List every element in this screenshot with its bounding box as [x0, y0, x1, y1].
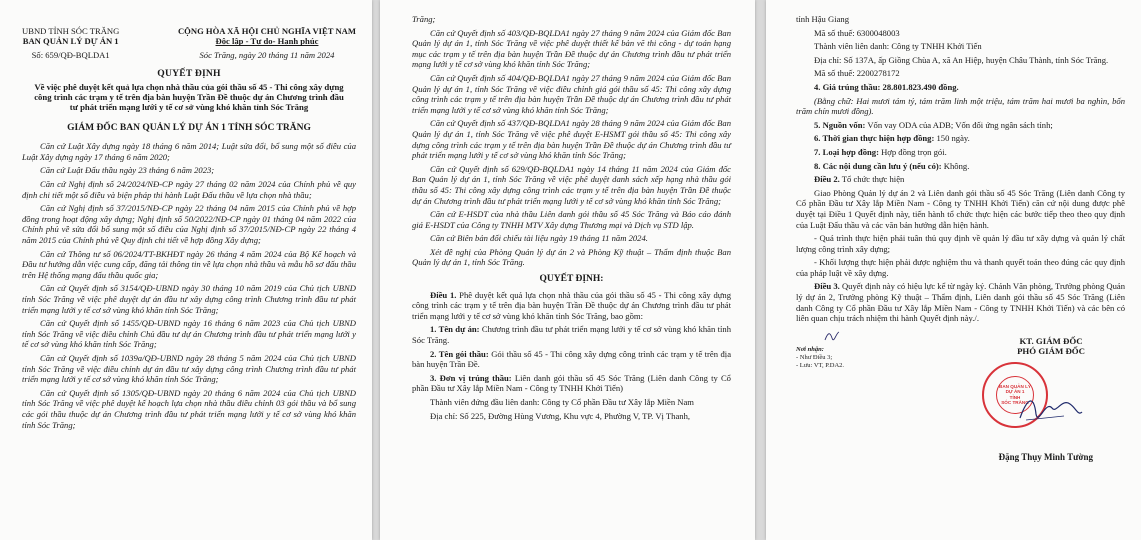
tax-code-1: Mã số thuế: 6300048003	[814, 27, 900, 38]
item-6-text: 150 ngày.	[936, 133, 970, 144]
item-5-text: Vốn vay ODA của ADB; Vốn đối ứng ngân sách tỉnh;	[867, 119, 1053, 130]
document-page-1	[0, 0, 372, 540]
legal-basis-item: Căn cứ Nghị định số 37/2015/NĐ-CP ngày 22 tháng 04 năm 2015 của Chính phủ về hợp đồng trong hoạt động xây dựng; Nghị định số 50/2022/NĐ-CP ngày 01 tháng 04 năm 2022 của Chính phủ về sửa đổi bổ sung một số điều của Nghị định số 37/2015/NĐ-CP ngày 22 tháng 4 năm 2015 của Chính phủ về Quy định chi tiết về hợp đồng Xây dựng;	[22, 203, 356, 246]
article-2-paragraph: - Quá trình thực hiện phải tuân thủ quy định về quản lý đầu tư xây dựng và quản lý chất lượng công trình xây dựng;	[796, 233, 1125, 254]
article-2-label: Điều 2.	[814, 174, 840, 185]
decision-heading: QUYẾT ĐỊNH:	[539, 274, 604, 285]
winning-price: 28.801.823.490 đồng.	[882, 81, 959, 92]
item-7-text: Hợp đồng trọn gói.	[881, 146, 947, 157]
signature-block	[796, 332, 1125, 492]
recipient-item: - Như Điều 3;	[796, 353, 833, 361]
issuer-block	[22, 26, 119, 60]
document-page-3	[766, 0, 1141, 540]
document-page-2	[380, 0, 755, 540]
article-3-label: Điều 3.	[814, 281, 840, 292]
legal-basis-item: Căn cứ E-HSDT của nhà thầu Liên danh gói thầu số 45 Sóc Trăng và Báo cáo đánh giá E-HSDT của Công ty TNHH MTV Xây dựng Thương mại và Dịch vụ STD lập.	[412, 209, 731, 230]
legal-basis-item: Căn cứ Luật Đấu thầu ngày 23 tháng 6 năm 2023;	[40, 165, 215, 176]
recipient-item: - Lưu: VT, P.DA2.	[796, 361, 845, 369]
seal-text: TỈNH	[1009, 394, 1021, 400]
joint-member: Thành viên liên danh: Công ty TNHH Khởi Tiến	[814, 41, 982, 52]
place-date: Sóc Trăng, ngày 20 tháng 11 năm 2024	[199, 49, 335, 60]
item-8-label: 8. Các nội dung cần lưu ý (nếu có):	[814, 160, 942, 171]
article-3-text: Quyết định này có hiệu lực kể từ ngày ký. Chánh Văn phòng, Trưởng phòng Quản lý dự án 2, Trưởng phòng Kỹ thuật – Thẩm định, Liên danh gói thầu số 45 Sóc Trăng (Liên danh Công ty Cổ phần Đầu tư Xây lắp Miền Nam - Công ty TNHH Khởi Tiến) và các bên có liên quan chịu trách nhiệm thi hành Quyết định này./.	[796, 281, 1126, 324]
item-1-text: Chương trình đầu tư phát triển mạng lưới y tế cơ sở vùng khó khăn tỉnh Sóc Trăng.	[412, 324, 731, 346]
legal-basis-item: Căn cứ Biên bản đối chiếu tài liệu ngày 19 tháng 11 năm 2024.	[430, 233, 648, 244]
item-3	[412, 373, 731, 394]
item-2-text: Gói thầu số 45 - Thi công xây dựng công trình các trạm y tế trên địa bàn huyện Trần Đề.	[412, 348, 732, 370]
handwritten-signature-icon	[1016, 390, 1086, 430]
item-6-label: 6. Thời gian thực hiện hợp đồng:	[814, 133, 935, 144]
signer-name: Đặng Thụy Minh Tường	[998, 451, 1093, 462]
legal-basis-item: Xét đề nghị của Phòng Quản lý dự án 2 và Phòng Kỹ thuật – Thẩm định thuộc Ban Quản lý dự án 1, tỉnh Sóc Trăng.	[412, 246, 731, 268]
article-2-text: Tổ chức thực hiện	[841, 174, 905, 185]
issuer-org-line2: BAN QUẢN LÝ DỰ ÁN 1	[22, 36, 119, 47]
legal-basis-item: Căn cứ Quyết định số 629/QĐ-BQLDA1 ngày 14 tháng 11 năm 2024 của Giám đốc Ban Quản lý dự án 1, tỉnh Sóc Trăng về việc phê duyệt danh sách xếp hạng nhà thầu gói thầu số 45: Thi công xây dựng công trình các trạm y tế trên địa bàn huyện Trần Đề thuộc dự án Chương trình đầu tư phát triển mạng lưới y tế cơ sở vùng khó khăn tỉnh Sóc Trăng;	[412, 163, 731, 206]
seal-text: BAN QUẢN LÝ	[999, 384, 1031, 390]
item-7-label: 7. Loại hợp đồng:	[814, 146, 879, 157]
legal-basis-item: Căn cứ Quyết định số 403/QĐ-BQLDA1 ngày 27 tháng 9 năm 2024 của Giám đốc Ban Quản lý dự án 1, tỉnh Sóc Trăng về việc phê duyệt thiết kế bản vẽ thi công - dự toán hạng mục các trạm y tế trên địa bàn huyện Trần Đề thuộc dự án Chương trình đầu tư phát triển mạng lưới y tế cơ sở vùng khó khăn tỉnh Sóc Trăng;	[412, 27, 731, 70]
article-2-paragraph: - Khối lượng thực hiện phải được nghiệm thu và thanh quyết toán theo đúng các quy định của pháp luật về xây dựng.	[796, 257, 1125, 278]
signer-title-line2: PHÓ GIÁM ĐỐC	[1017, 346, 1085, 357]
document-subtitle: Về việc phê duyệt kết quả lựa chọn nhà thầu của gói thầu số 45 - Thi công xây dựng công trình các trạm y tế trên địa bàn huyện Trần Đề thuộc dự án Chương trình đầu tư phát triển mạng lưới y tế cơ sở vùng khó khăn tỉnh Sóc Trăng	[34, 81, 344, 113]
recipients-title: Nơi nhận:	[796, 345, 824, 353]
legal-basis-item: Căn cứ Quyết định số 3154/QĐ-UBND ngày 30 tháng 10 năm 2019 của Chủ tịch UBND tỉnh Sóc Trăng về việc phê duyệt dự án đầu tư xây dựng công trình Chương trình đầu tư phát triển mạng lưới y tế cơ sở vùng khó khăn tỉnh Sóc Trăng;	[22, 283, 356, 315]
legal-basis-item: Căn cứ Quyết định số 1455/QĐ-UBND ngày 16 tháng 6 năm 2023 của Chủ tịch UBND tỉnh Sóc Trăng về việc điều chỉnh Chủ đầu tư dự án Chương trình đầu tư phát triển mạng lưới y tế cơ sở vùng khó khăn tỉnh Sóc Trăng;	[22, 318, 356, 350]
article-1-label: Điều 1.	[430, 289, 457, 300]
item-1	[412, 324, 731, 345]
legal-basis-item: Căn cứ Nghị định số 24/2024/NĐ-CP ngày 27 tháng 02 năm 2024 của Chính phủ về quy định chi tiết một số điều và biện pháp thi hành Luật Đấu thầu về lựa chọn nhà thầu;	[22, 179, 356, 200]
item-3-text: Liên danh gói thầu số 45 Sóc Trăng (Liên danh Công ty Cổ phần Đầu tư Xây lắp Miền Nam - Công ty TNHH Khởi Tiến)	[412, 372, 731, 394]
legal-basis-item: Căn cứ Quyết định số 437/QĐ-BQLDA1 ngày 28 tháng 9 năm 2024 của Giám đốc Ban Quản lý dự án 1, tỉnh Sóc Trăng về việc phê duyệt E-HSMT gói thầu số 45: Thi công xây dựng công trình các trạm y tế trên địa bàn huyện Trần Đề thuộc dự án Chương trình đầu tư phát triển mạng lưới y tế cơ sở vùng khó khăn tỉnh Sóc Trăng;	[412, 118, 731, 161]
article-2-paragraph: Giao Phòng Quản lý dự án 2 và Liên danh gói thầu số 45 Sóc Trăng (Liên danh Công ty Cổ phần Đầu tư Xây lắp Miền Nam - Công ty TNHH Khởi Tiến) căn cứ nội dung được phê duyệt tại Điều 1 Quyết định này, tiến hành tổ chức thực hiện các bước tiếp theo theo quy định của Luật Đấu thầu và các văn bản hướng dẫn hiện hành.	[796, 187, 1125, 230]
item-5	[796, 120, 1125, 131]
issuer-org-line1: UBND TỈNH SÓC TRĂNG	[22, 26, 120, 36]
legal-basis-item: Căn cứ Quyết định số 404/QĐ-BQLDA1 ngày 27 tháng 9 năm 2024 của Giám đốc Ban Quản lý dự án 1, tỉnh Sóc Trăng về việc điều chỉnh giá gói thầu số 45: Thi công xây dựng công trình các trạm y tế trên địa bàn huyện Trần Đề thuộc dự án Chương trình đầu tư phát triển mạng lưới y tế cơ sở vùng khó khăn tỉnh Sóc Trăng;	[412, 72, 731, 115]
continued-line: Trăng;	[412, 14, 436, 24]
seal-text: DỰ ÁN 1	[1005, 389, 1025, 395]
joint-member-address: Địa chỉ: Số 137A, ấp Giồng Chùa A, xã An Hiệp, huyện Châu Thành, tỉnh Sóc Trăng.	[814, 54, 1109, 65]
item-4-label: 4. Giá trúng thầu:	[814, 81, 881, 92]
item-2-label: 2. Tên gói thầu:	[430, 348, 489, 359]
document-number: Số: 659/QĐ-BQLDA1	[31, 49, 110, 60]
lead-member: Thành viên đứng đầu liên danh: Công ty Cổ phần Đầu tư Xây lắp Miền Nam	[430, 397, 694, 407]
legal-basis-item: Căn cứ Luật Xây dựng ngày 18 tháng 6 năm 2014; Luật sửa đổi, bổ sung một số điều của Luật Xây dựng ngày 17 tháng 6 năm 2020;	[22, 141, 356, 162]
director-heading: GIÁM ĐỐC BAN QUẢN LÝ DỰ ÁN 1 TỈNH SÓC TRĂNG	[67, 122, 311, 133]
legal-basis-item: Căn cứ Quyết định số 1039a/QĐ-UBND ngày 28 tháng 5 năm 2024 của Chủ tịch UBND tỉnh Sóc Trăng về việc điều chỉnh dự án đầu tư xây dựng công trình Chương trình đầu tư phát triển mạng lưới y tế cơ sở vùng khó khăn tỉnh Sóc Trăng;	[22, 352, 356, 385]
signer-title	[1017, 336, 1085, 357]
article-3	[796, 281, 1125, 323]
item-5-label: 5. Nguồn vốn:	[814, 119, 866, 130]
article-2	[796, 174, 1125, 185]
signer-title-line1: KT. GIÁM ĐỐC	[1019, 335, 1083, 346]
item-4	[796, 82, 1125, 93]
nation-motto: Độc lập - Tự do- Hạnh phúc	[215, 36, 319, 47]
legal-basis-item: Căn cứ Thông tư số 06/2024/TT-BKHĐT ngày 26 tháng 4 năm 2024 của Bộ Kế hoạch và Đầu tư hướng dẫn việc cung cấp, đăng tải thông tin về lựa chọn nhà thầu và mẫu hồ sơ đấu thầu trên Hệ thống mạng đấu thầu quốc gia;	[22, 248, 356, 280]
seal-text: SÓC TRĂNG	[1001, 400, 1029, 406]
legal-basis-item: Căn cứ Quyết định số 1305/QĐ-UBND ngày 20 tháng 6 năm 2024 của Chủ tịch UBND tỉnh Sóc Trăng về việc phê duyệt kế hoạch lựa chọn nhà thầu điều chỉnh 03 gói thầu và bổ sung các gói thầu thuộc dự án Chương trình đầu tư phát triển mạng lưới y tế cơ sở vùng khó khăn tỉnh Sóc Trăng;	[22, 387, 356, 430]
item-1-label: 1. Tên dự án:	[430, 324, 480, 335]
article-1-text: Phê duyệt kết quả lựa chọn nhà thầu của gói thầu số 45 - Thi công xây dựng công trình các trạm y tế trên địa bàn huyện Trần Đề thuộc dự án Chương trình đầu tư phát triển mạng lưới y tế cơ sở vùng khó khăn tỉnh Sóc Trăng, bao gồm:	[412, 289, 732, 321]
document-header	[22, 26, 356, 60]
item-8	[796, 161, 1125, 172]
item-2	[412, 349, 731, 370]
item-8-text: Không.	[943, 160, 970, 171]
legal-basis-list-2	[412, 14, 731, 268]
national-motto-block	[178, 26, 356, 60]
lead-member-address: Địa chỉ: Số 225, Đường Hùng Vương, Khu vực 4, Phường V, TP. Vị Thanh,	[430, 410, 691, 421]
legal-basis-list-1	[22, 141, 356, 430]
nation-name: CỘNG HÒA XÃ HỘI CHỦ NGHĨA VIỆT NAM	[177, 26, 356, 36]
document-title: QUYẾT ĐỊNH	[157, 68, 221, 80]
initial-mark-icon	[824, 330, 840, 342]
item-3-label: 3. Đơn vị trúng thầu:	[430, 372, 512, 383]
tax-code-2: Mã số thuế: 2200278172	[814, 68, 900, 79]
recipients	[796, 346, 844, 370]
article-1	[412, 290, 731, 322]
item-7	[796, 147, 1125, 158]
item-6	[796, 133, 1125, 144]
price-in-words: (Bằng chữ: Hai mươi tám tỷ, tám trăm linh một triệu, tám trăm hai mươi ba nghìn, bốn trăm chín mươi đồng).	[796, 95, 1125, 117]
continued-line: tỉnh Hậu Giang	[796, 14, 849, 24]
